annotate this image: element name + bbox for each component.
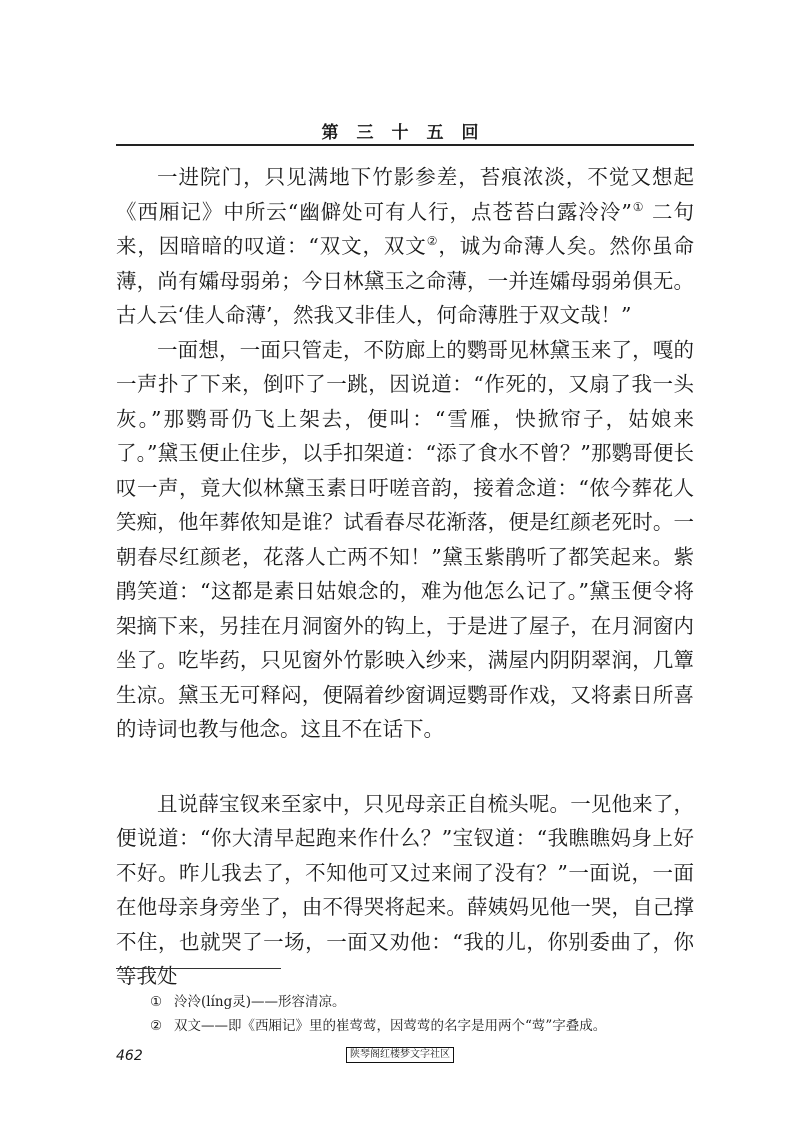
- footnote-ref-2[interactable]: ②: [426, 234, 439, 248]
- footnote-text: 双文——即《西厢记》里的崔莺莺，因莺莺的名字是用两个“莺”字叠成。: [174, 1018, 607, 1034]
- footnote-rule: [116, 968, 281, 969]
- footnote-1: [150, 990, 710, 1014]
- footnotes: [150, 990, 710, 1038]
- paragraph: [116, 333, 694, 747]
- footnote-number: ①: [150, 994, 163, 1010]
- paragraph: [116, 160, 694, 333]
- header-rule: [116, 144, 694, 146]
- body-text: [116, 160, 694, 994]
- text-run: 二句来，因暗暗的叹道：“双文，双文: [116, 199, 694, 258]
- text-run: 一面想，一面只管走，不防廊上的鹦哥见林黛玉来了，嘎的一声扑了下来，倒吓了一跳，因说道：“作死的，又扇了我一头灰。”那鹦哥仍飞上架去，便叫：“雪雁，快掀帘子，姑娘来了。”黛玉便止住步，以手扣架道：“添了食水不曾？”那鹦哥便长叹一声，竟大似林黛玉素日吁嗟音韵，接着念道：“侬今葬花人笑痴，他年葬侬知是谁？试看春尽花渐落，便是红颜老死时。一朝春尽红颜老，花落人亡两不知！”黛玉紫鹃听了都笑起来。紫鹃笑道：“这都是素日姑娘念的，难为他怎么记了。”黛玉便令将架摘下来，另挂在月洞窗外的钩上，于是进了屋子，在月洞窗内坐了。吃毕药，只见窗外竹影映入纱来，满屋内阴阴翠润，几簟生凉。黛玉无可释闷，便隔着纱窗调逗鹦哥作戏，又将素日所喜的诗词也教与他念。这且不在话下。: [116, 337, 694, 741]
- chapter-header: 第三十五回: [321, 123, 497, 143]
- footnote-text: 泠泠(líng灵)——形容清凉。: [174, 994, 346, 1010]
- paragraph: [116, 787, 694, 994]
- source-stamp: 陕琴阁红楼梦文字社区: [346, 1047, 454, 1063]
- text-run: 一进院门，只见满地下竹影参差，苔痕浓淡，不觉又想起《西厢记》中所云“幽僻处可有人行，点苍苔白露泠泠”: [116, 165, 694, 224]
- page-number: 462: [116, 1048, 143, 1064]
- footnote-number: ②: [150, 1018, 163, 1034]
- text-run: 且说薛宝钗来至家中，只见母亲正自梳头呢。一见他来了，便说道：“你大清早起跑来作什么？”宝钗道：“我瞧瞧妈身上好不好。昨儿我去了，不知他可又过来闹了没有？”一面说，一面在他母亲身旁坐了，由不得哭将起来。薛姨妈见他一哭，自己撑不住，也就哭了一场，一面又劝他：“我的儿，你别委曲了，你等我处: [116, 791, 694, 988]
- footnote-ref-1[interactable]: ①: [631, 199, 645, 214]
- footnote-2: [150, 1014, 710, 1038]
- text-run: ，诚为命薄人矣。然你虽命薄，尚有孀母弱弟；今日林黛玉之命薄，一并连孀母弱弟俱无。古人云‘佳人命薄’，然我又非佳人，何命薄胜于双文哉！”: [116, 234, 695, 327]
